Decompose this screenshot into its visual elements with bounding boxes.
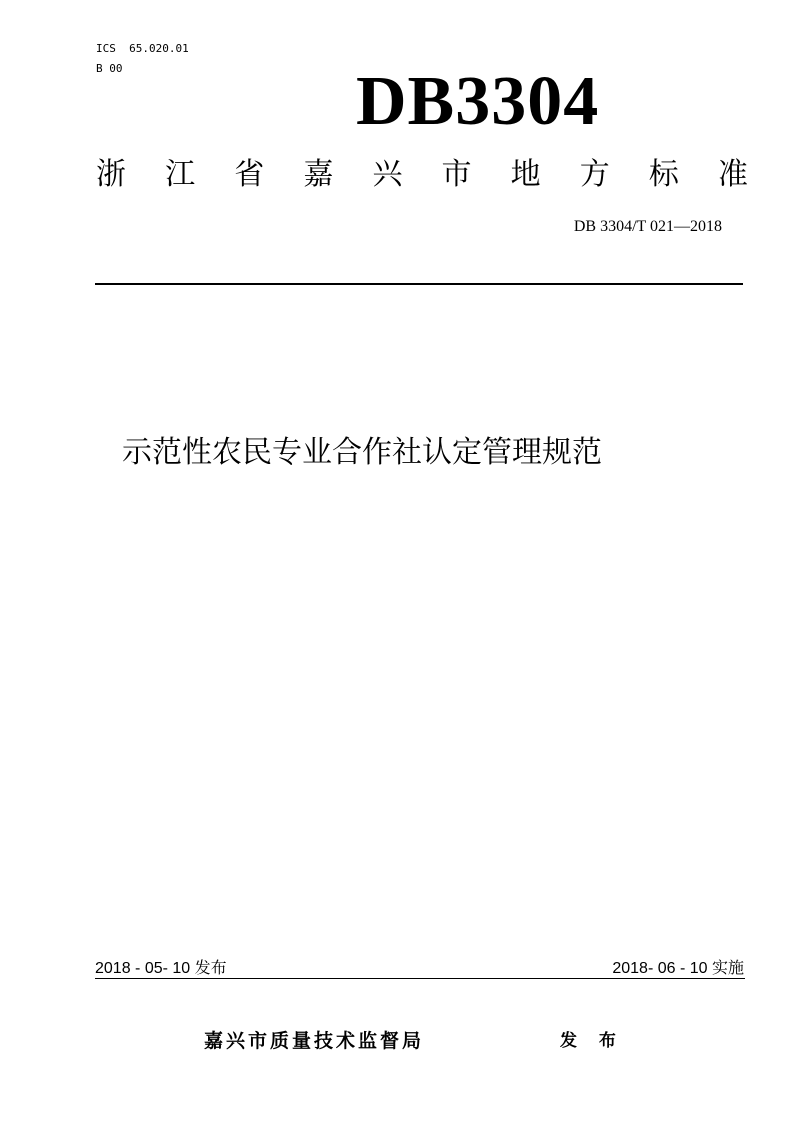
standard-name-char: 标 [648,157,679,192]
document-title: 示范性农民专业合作社认定管理规范 [122,435,602,470]
footer-divider [95,978,745,979]
standard-name-char: 兴 [372,157,403,192]
standard-name-char: 市 [441,157,472,192]
standard-name-char: 省 [234,157,265,192]
standard-name [96,152,748,198]
ics-code: ICS 65.020.01 [96,42,189,55]
standard-name-char: 方 [579,157,610,192]
classification-code: B 00 [96,62,123,75]
standard-number: DB 3304/T 021—2018 [573,218,722,235]
header-divider [95,283,743,285]
standard-name-char: 地 [510,157,541,192]
standard-name-char: 嘉 [303,157,334,192]
standard-code: DB3304 [356,63,600,140]
standard-name-char: 准 [717,157,748,192]
standard-name-char: 浙 [96,157,126,192]
standard-name-char: 江 [165,157,196,192]
publisher-name: 嘉兴市质量技术监督局 [204,1030,425,1052]
issue-date: 2018 - 05- 10 发布 [95,960,227,977]
publish-label: 发 布 [560,1031,624,1051]
implementation-date: 2018- 06 - 10 实施 [612,960,744,977]
